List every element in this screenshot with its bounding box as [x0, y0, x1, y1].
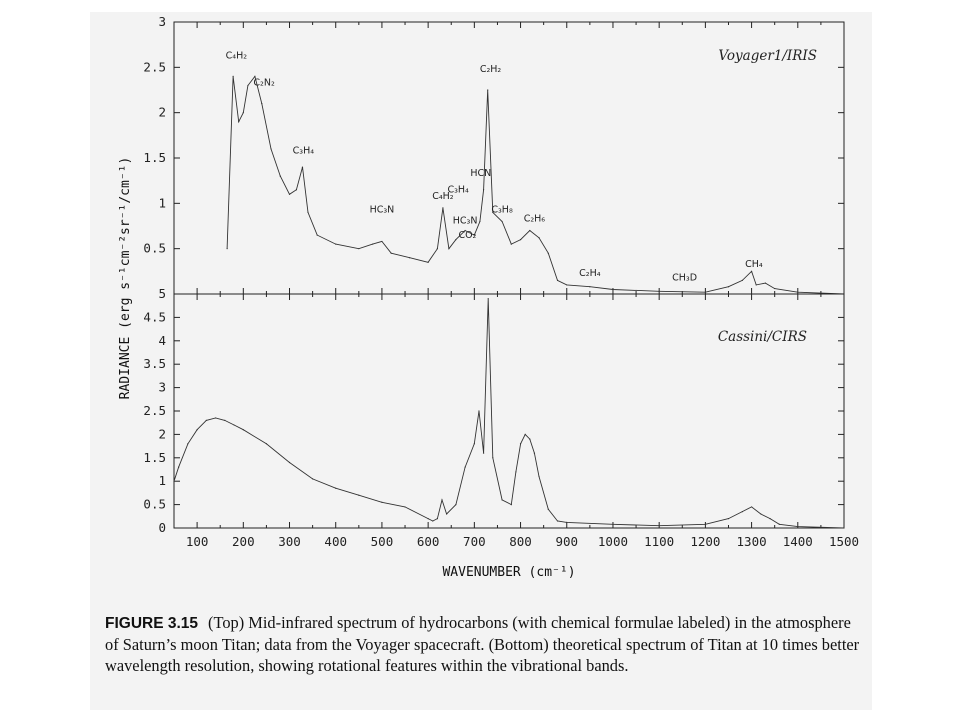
data-point — [238, 121, 239, 122]
data-point — [589, 286, 590, 287]
y-tick-label: 3 — [158, 379, 166, 395]
data-point — [243, 112, 244, 113]
y-axis-title: RADIANCE (erg s⁻¹cm⁻²sr⁻¹/cm⁻¹) — [118, 156, 133, 400]
data-point — [173, 481, 174, 482]
data-point — [428, 262, 429, 263]
data-point — [391, 253, 392, 254]
annotation-label: HC₃N — [369, 204, 395, 216]
data-point — [442, 207, 443, 208]
x-tick-label: 100 — [185, 534, 209, 549]
y-tick-label: 4 — [158, 332, 166, 348]
figure-caption — [105, 612, 865, 676]
data-point — [215, 417, 216, 418]
annotation-label: C₂H₆ — [523, 213, 546, 225]
data-point — [479, 221, 480, 222]
y-tick-label: 0 — [158, 520, 166, 535]
data-point — [372, 244, 373, 245]
data-point — [765, 283, 766, 284]
annotation-label: CH₄ — [745, 258, 763, 270]
annotation-label: HCN — [470, 168, 492, 180]
data-point — [358, 248, 359, 249]
data-point — [515, 471, 516, 472]
data-point — [312, 478, 313, 479]
y-tick-label: 1 — [158, 195, 166, 211]
data-point — [280, 176, 281, 177]
annotation-label: C₂H₄ — [579, 267, 601, 279]
data-point — [437, 248, 438, 249]
data-point — [465, 467, 466, 468]
x-tick-label: 1300 — [736, 534, 767, 549]
x-tick-label: 1100 — [644, 534, 675, 549]
data-point — [501, 499, 502, 500]
data-point — [441, 499, 442, 500]
data-point — [289, 462, 290, 463]
data-point — [525, 434, 526, 435]
data-point — [455, 239, 456, 240]
x-tick-label: 1400 — [782, 534, 813, 549]
data-point — [455, 504, 456, 505]
data-point — [742, 511, 743, 512]
data-point — [548, 509, 549, 510]
annotation-label: C₃H₄ — [292, 145, 315, 157]
data-point — [247, 85, 248, 86]
data-point — [511, 504, 512, 505]
x-tick-label: 500 — [370, 534, 394, 549]
data-point — [428, 518, 429, 519]
data-point — [243, 429, 244, 430]
x-tick-label: 900 — [555, 534, 579, 549]
data-point — [432, 520, 433, 521]
data-point — [538, 237, 539, 238]
data-point — [437, 518, 438, 519]
data-point — [511, 244, 512, 245]
data-point — [317, 234, 318, 235]
annotation-label: CH₃D — [672, 272, 698, 284]
y-tick-label: 1.5 — [143, 150, 166, 165]
data-point — [296, 189, 297, 190]
data-point — [206, 420, 207, 421]
data-point — [446, 513, 447, 514]
data-point — [233, 76, 234, 77]
data-point — [358, 495, 359, 496]
data-point — [751, 506, 752, 507]
data-point — [381, 502, 382, 503]
data-point — [529, 438, 530, 439]
data-point — [612, 524, 613, 525]
data-point — [557, 520, 558, 521]
data-point — [478, 410, 479, 411]
caption-label: FIGURE 3.15 — [105, 615, 199, 632]
x-tick-label: 600 — [416, 534, 440, 549]
data-point — [728, 518, 729, 519]
data-point — [302, 166, 303, 167]
y-tick-label: 2.5 — [143, 59, 166, 75]
annotation-label: C₂N₂ — [253, 77, 275, 89]
x-tick-label: 1500 — [828, 534, 860, 549]
data-point — [538, 476, 539, 477]
data-point — [307, 212, 308, 213]
data-point — [659, 525, 660, 526]
data-point — [520, 239, 521, 240]
data-point — [270, 148, 271, 149]
data-point — [474, 443, 475, 444]
data-point — [756, 284, 757, 285]
data-point — [548, 253, 549, 254]
x-tick-label: 200 — [232, 534, 255, 549]
data-point — [529, 230, 530, 231]
data-point — [557, 280, 558, 281]
data-point — [566, 284, 567, 285]
y-tick-label: 3 — [158, 14, 166, 29]
x-axis-title: WAVENUMBER (cm⁻¹) — [442, 565, 576, 580]
panel-label: Cassini/CIRS — [717, 329, 807, 345]
data-point — [187, 443, 188, 444]
data-point — [488, 298, 489, 299]
panel-label: Voyager1/IRIS — [718, 48, 817, 64]
y-tick-label: 2 — [158, 104, 166, 120]
data-point — [224, 420, 225, 421]
data-point — [483, 453, 484, 454]
annotation-label: C₂H₂ — [479, 63, 502, 75]
data-point — [520, 443, 521, 444]
bottom-panel — [143, 286, 859, 549]
caption-text: (Top) Mid-infrared spectrum of hydrocarbons (with chemical formulae labeled) in the atmosphere of Saturn’s moon Titan; data from the Voyager spacecraft. (Bottom) theoretical spectrum of Titan at 10 times better wavelength resolution, showing rotational features within the vibrational bands. — [105, 613, 860, 675]
annotation-label: C₄H₂ — [432, 190, 454, 202]
data-point — [335, 244, 336, 245]
annotation-label: C₄H₂ — [225, 50, 248, 62]
annotation-label: C₃H₄ — [447, 184, 469, 196]
data-point — [769, 518, 770, 519]
data-point — [483, 189, 484, 190]
data-point — [261, 103, 262, 104]
y-tick-label: 5 — [158, 286, 166, 301]
x-tick-label: 700 — [463, 534, 486, 549]
data-point — [409, 257, 410, 258]
data-point — [266, 443, 267, 444]
data-point — [227, 248, 228, 249]
annotation-label: C₃H₈ — [491, 204, 513, 216]
y-tick-label: 1 — [158, 473, 166, 489]
data-point — [501, 221, 502, 222]
data-point — [797, 292, 798, 293]
data-point — [534, 453, 535, 454]
data-point — [487, 89, 488, 90]
data-point — [289, 194, 290, 195]
data-point — [404, 506, 405, 507]
data-point — [659, 291, 660, 292]
y-tick-label: 0.5 — [143, 496, 166, 512]
y-tick-label: 2 — [158, 426, 166, 442]
data-point — [492, 457, 493, 458]
x-tick-label: 300 — [278, 534, 301, 549]
data-point — [774, 288, 775, 289]
x-tick-label: 1000 — [597, 534, 629, 549]
y-tick-label: 1.5 — [143, 449, 166, 465]
y-tick-label: 2.5 — [143, 403, 166, 418]
top-panel — [143, 14, 844, 295]
data-point — [742, 280, 743, 281]
y-tick-label: 0.5 — [143, 240, 166, 256]
data-point — [797, 526, 798, 527]
data-point — [566, 522, 567, 523]
x-tick-label: 400 — [324, 534, 348, 549]
data-point — [728, 286, 729, 287]
data-point — [335, 488, 336, 489]
data-point — [705, 524, 706, 525]
y-tick-label: 3.5 — [143, 356, 166, 372]
y-tick-label: 4.5 — [143, 309, 166, 325]
data-point — [843, 527, 844, 528]
annotation-label: HC₃N — [452, 215, 478, 227]
data-point — [760, 513, 761, 514]
data-point — [178, 467, 179, 468]
data-point — [448, 248, 449, 249]
x-tick-label: 1200 — [690, 534, 721, 549]
data-point — [751, 271, 752, 272]
x-tick-label: 800 — [509, 534, 532, 549]
data-point — [612, 289, 613, 290]
data-point — [779, 524, 780, 525]
data-point — [705, 292, 706, 293]
data-point — [381, 241, 382, 242]
data-point — [233, 424, 234, 425]
annotation-label: CO₂ — [458, 229, 477, 241]
data-point — [197, 429, 198, 430]
